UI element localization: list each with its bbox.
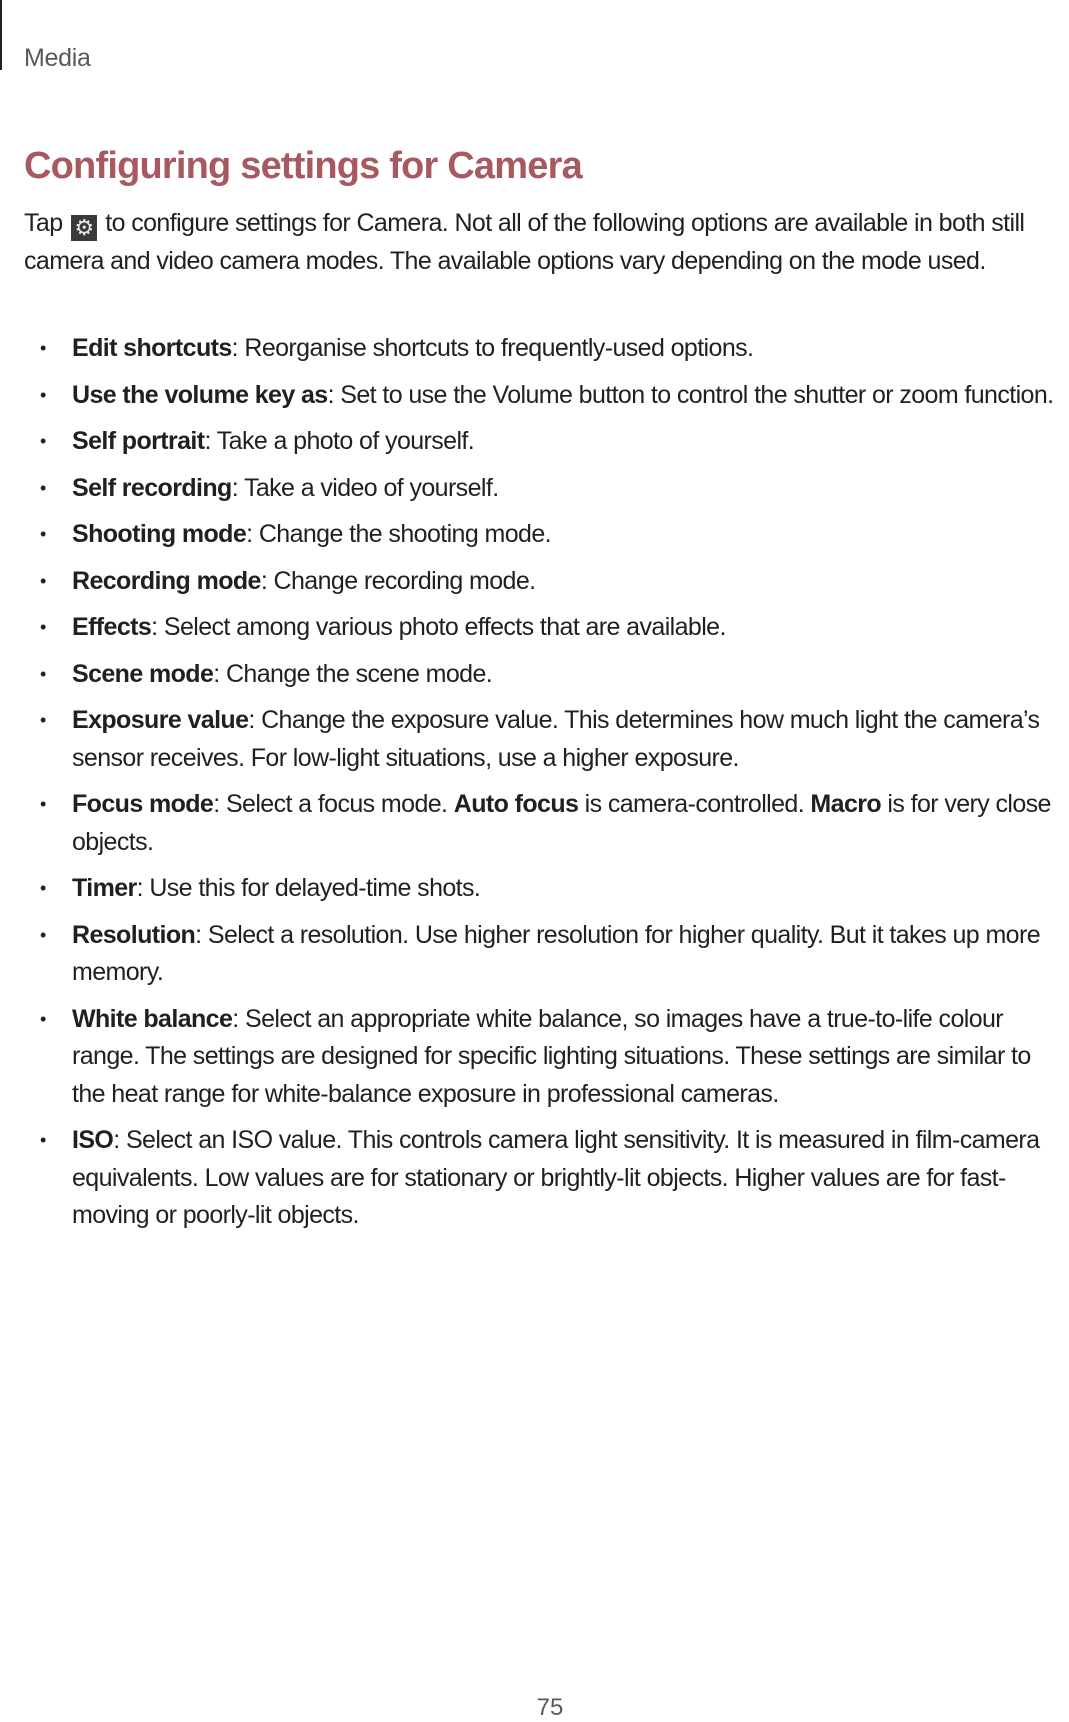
option-description: : Take a video of yourself. [231, 473, 499, 502]
option-term: Macro [810, 790, 882, 818]
bullet-icon: • [40, 710, 46, 730]
option-description: : Select a resolution. Use higher resolution for higher quality. But it takes up more memory. [72, 920, 1041, 986]
list-item [0, 917, 1069, 992]
list-item [0, 563, 1069, 601]
option-term: Recording mode [72, 566, 261, 595]
option-description: : Select a focus mode. [213, 790, 454, 818]
list-item [0, 786, 1069, 861]
bullet-icon: • [40, 431, 46, 451]
bullet-icon: • [40, 570, 46, 591]
option-description: : Reorganise shortcuts to frequently-used options. [231, 334, 754, 362]
bullet-icon: • [40, 1130, 46, 1150]
bullet-icon: • [40, 1008, 46, 1029]
option-description: : Use this for delayed-time shots. [136, 874, 481, 902]
option-term: Use the volume key as [72, 380, 328, 409]
bullet-icon: • [40, 524, 46, 544]
option-term: Self recording [72, 473, 232, 502]
list-item [0, 702, 1069, 777]
bullet-icon: • [40, 477, 46, 498]
option-term: Self portrait [72, 427, 205, 455]
option-term: Resolution [72, 920, 196, 949]
option-description: : Take a photo of yourself. [204, 427, 475, 455]
option-description: : Set to use the Volume button to control the shutter or zoom function. [327, 380, 1054, 409]
option-description: is for very close objects. [72, 790, 1051, 856]
option-term: Exposure value [72, 706, 249, 734]
option-term: Scene mode [72, 659, 214, 688]
page-title: Configuring settings for Camera [24, 145, 582, 187]
list-item [0, 377, 1069, 415]
list-item [0, 470, 1069, 508]
intro-text-start: Tap [24, 209, 63, 237]
option-term: Timer [72, 874, 137, 902]
option-description: is camera-controlled. [578, 790, 811, 818]
section-header: Media [24, 44, 91, 72]
page-number: 75 [536, 1694, 564, 1721]
option-description: : Select among various photo effects that are available. [151, 613, 726, 641]
bullet-icon: • [40, 878, 46, 898]
list-item [0, 423, 1069, 461]
option-term: White balance [72, 1004, 233, 1033]
option-description: : Change recording mode. [260, 566, 536, 595]
bullet-icon: • [40, 663, 46, 684]
list-item [0, 609, 1069, 647]
option-term: Edit shortcuts [72, 334, 232, 362]
bullet-icon: • [40, 924, 46, 945]
bullet-icon: • [40, 338, 46, 358]
list-item [0, 1001, 1069, 1114]
bullet-icon: • [40, 617, 46, 637]
option-description: : Change the scene mode. [213, 659, 493, 688]
list-item [0, 1122, 1069, 1235]
option-description: : Select an appropriate white balance, so images have a true-to-life colour range. The settings are designed for specific lighting situations. These settings are similar to the heat range for white-balance exposure in professional cameras. [72, 1004, 1031, 1108]
option-term: Shooting mode [72, 520, 247, 548]
list-item [0, 656, 1069, 694]
list-item [0, 330, 1069, 368]
option-description: : Select an ISO value. This controls camera light sensitivity. It is measured in film-camera equivalents. Low values are for stationary or brightly-lit objects. Higher values are for fast-moving or poorly-lit objects. [72, 1126, 1040, 1229]
intro-paragraph [24, 205, 1064, 280]
bullet-icon: • [40, 794, 46, 814]
option-term: Focus mode [72, 790, 214, 818]
gear-icon: ⚙ [71, 215, 97, 241]
page-edge-rule [0, 0, 2, 70]
settings-list [0, 330, 1069, 1244]
bullet-icon: • [40, 384, 46, 405]
list-item [0, 516, 1069, 554]
intro-text-rest: to configure settings for Camera. Not all of the following options are available in both still camera and video camera modes. The available options vary depending on the mode used. [24, 209, 1025, 275]
option-description: : Change the exposure value. This determines how much light the camera’s sensor receives. For low-light situations, use a higher exposure. [72, 706, 1040, 772]
option-description: : Change the shooting mode. [246, 520, 551, 548]
list-item [0, 870, 1069, 908]
option-term: Effects [72, 613, 152, 641]
option-term: Auto focus [453, 790, 579, 818]
option-term: ISO [72, 1126, 114, 1154]
